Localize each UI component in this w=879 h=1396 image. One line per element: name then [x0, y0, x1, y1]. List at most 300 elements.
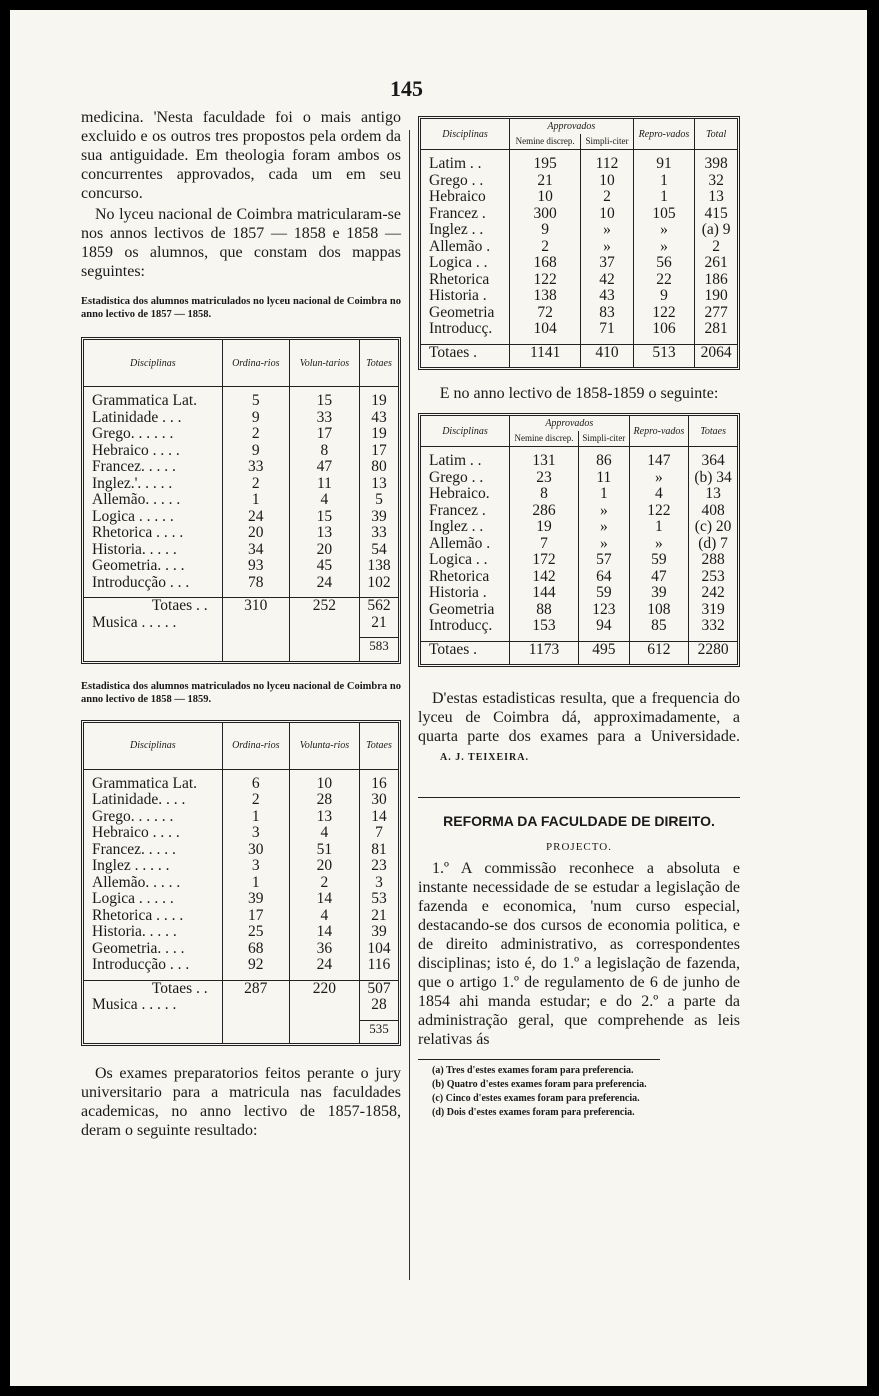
table-cell: [222, 615, 289, 632]
table-row: [84, 875, 398, 892]
subject-cell: Grammatica Lat.: [84, 776, 222, 793]
table-cell: 32: [708, 171, 724, 189]
table-cell: 20: [222, 525, 289, 542]
table-cell: 123: [579, 602, 630, 619]
page: [10, 10, 867, 1386]
subject-cell: Inglez . .: [421, 519, 509, 536]
table-cell: 16: [371, 774, 387, 792]
table-cell: 144: [509, 585, 578, 602]
footnote-d: (d) Dois d'estes exames foram para preferencia.: [432, 1107, 635, 1118]
spacer-cell: [84, 638, 222, 655]
subject-cell: Rhetorica . . . .: [84, 908, 222, 925]
subject-cell: Hebraico.: [421, 486, 509, 503]
table-cell: 168: [509, 255, 580, 272]
table-cell: 242: [701, 584, 725, 601]
table-cell: 4: [289, 908, 359, 925]
page-number: 145: [390, 76, 423, 101]
col-header: Nemine discrep.: [509, 431, 578, 447]
table-row: [84, 558, 398, 575]
table-cell: 131: [509, 453, 578, 470]
table-cell: 1141: [509, 344, 580, 361]
table-cell: 105: [633, 206, 695, 223]
table-cell: 54: [371, 540, 387, 558]
table-cell: 2064: [695, 344, 737, 361]
table-cell: 24: [222, 509, 289, 526]
table-row: [84, 598, 398, 615]
table-cell: 1: [579, 486, 630, 503]
table-cell: 195: [509, 156, 580, 173]
table-row: [421, 486, 737, 503]
table-cell: 300: [509, 206, 580, 223]
table-cell: 53: [371, 890, 387, 907]
table-row: [84, 825, 398, 842]
table-cell: 20: [289, 858, 359, 875]
table-cell: 36: [289, 941, 359, 958]
col-header: Nemine discrep.: [509, 134, 580, 150]
paragraph-lyceu: No lyceu nacional de Coimbra matricularam-se nos annos lectivos de 1857 — 1858 e 1858 — 1859 os alumnos, que constam dos mappas seguintes:: [81, 206, 401, 280]
frequencia-text: D'estas estadisticas resulta, que a frequencia do lyceu de Coimbra dá, approximadamente, a quarta parte dos exames para a Universidade.: [418, 690, 740, 745]
table-row: [421, 156, 737, 173]
table-cell: 72: [509, 305, 580, 322]
table-cell: 2: [509, 239, 580, 256]
table-cell: 34: [222, 542, 289, 559]
table-cell: 287: [222, 980, 289, 997]
table-cell: 116: [367, 956, 391, 973]
table-cell: »: [629, 536, 689, 553]
table-cell: 2: [712, 237, 720, 255]
table-row: [84, 809, 398, 826]
paragraph-frequencia: [418, 689, 740, 767]
caption-1857: Estadistica dos alumnos matriculados no lyceu nacional de Coimbra no anno lectivo de 1857 — 1858.: [81, 296, 401, 320]
col-header: Totaes: [689, 416, 737, 447]
table-cell: 13: [705, 485, 721, 502]
table-cell: 9: [222, 410, 289, 427]
table-cell: 513: [633, 344, 695, 361]
subject-cell: Historia. . . . .: [84, 924, 222, 941]
table-cell: 104: [367, 939, 391, 957]
table-cell: 138: [367, 557, 391, 574]
table-cell: (d) 7: [698, 534, 728, 552]
table-cell: »: [579, 536, 630, 553]
table-body: [421, 150, 737, 368]
grand-total: 535: [359, 1020, 398, 1037]
table-cell: 21: [509, 173, 580, 190]
table-cell: 2: [581, 189, 633, 206]
table-cell: 85: [629, 618, 689, 635]
table-cell: 102: [367, 573, 391, 591]
subject-cell: Inglez.'. . . . .: [84, 476, 222, 493]
table-cell: 88: [509, 602, 578, 619]
table-row: [421, 503, 737, 520]
spacer-cell: [84, 1020, 222, 1037]
table-cell: 37: [581, 255, 633, 272]
table-cell: 507: [359, 980, 398, 997]
table-row: [84, 525, 398, 542]
table-cell: 319: [701, 600, 725, 618]
table-cell: 122: [633, 305, 695, 322]
table-row: [84, 542, 398, 559]
subject-cell: Logica . .: [421, 552, 509, 569]
table-cell: 21: [371, 613, 387, 631]
table-cell: 59: [579, 585, 630, 602]
table-cell: 43: [371, 408, 387, 426]
table-row: [84, 492, 398, 509]
col-header: Volunta-rios: [289, 723, 359, 770]
table-cell: 8: [289, 443, 359, 460]
table-row: [84, 891, 398, 908]
table-row: [421, 239, 737, 256]
table-cell: 14: [289, 891, 359, 908]
table-cell: 56: [633, 255, 695, 272]
col-header: Simpli-citer: [581, 134, 633, 150]
table-cell: 57: [579, 552, 630, 569]
table-cell: »: [629, 470, 689, 487]
table-cell: 25: [222, 924, 289, 941]
table-cell: 1: [222, 875, 289, 892]
subject-cell: Grammatica Lat.: [84, 393, 222, 410]
subject-cell: Historia .: [421, 585, 509, 602]
table-cell: 2: [222, 792, 289, 809]
table-cell: 332: [701, 617, 725, 634]
subject-cell: Introducç.: [421, 321, 509, 338]
table-cell: 15: [289, 393, 359, 410]
table-cell: 261: [704, 254, 728, 271]
table-cell: 142: [509, 569, 578, 586]
subject-cell: Francez .: [421, 206, 509, 223]
col-header: Disciplinas: [421, 416, 509, 447]
subject-cell: Inglez . .: [421, 222, 509, 239]
table-cell: 122: [629, 503, 689, 520]
table-cell: 1: [629, 519, 689, 536]
col-header: Repro-vados: [629, 416, 689, 447]
table-cell: 10: [509, 189, 580, 206]
subject-cell: Francez .: [421, 503, 509, 520]
table-cell: 9: [509, 222, 580, 239]
table-cell: 91: [633, 156, 695, 173]
table-row: [421, 641, 737, 658]
totals-label: Totaes .: [421, 344, 509, 361]
table-row: [84, 858, 398, 875]
table-cell: 15: [289, 509, 359, 526]
table-cell: »: [579, 519, 630, 536]
subject-cell: Introducção . . .: [84, 957, 222, 974]
footnote-b: (b) Quatro d'estes exames foram para preferencia.: [432, 1079, 647, 1090]
subject-cell: Inglez . . . . .: [84, 858, 222, 875]
subject-cell: Introducção . . .: [84, 575, 222, 592]
left-column: [81, 108, 401, 1140]
caption-1858: Estadistica dos alumnos matriculados no lyceu nacional de Coimbra no anno lectivo de 1858 — 1859.: [81, 680, 401, 705]
table-row: [84, 997, 398, 1014]
subject-cell: Latim . .: [421, 453, 509, 470]
table-row: [84, 426, 398, 443]
table-row: [84, 776, 398, 793]
table-cell: 172: [509, 552, 578, 569]
col-header: Simpli-citer: [579, 431, 630, 447]
right-column: [418, 108, 740, 1120]
table-cell: 13: [708, 188, 724, 205]
table-cell: 11: [289, 476, 359, 493]
footnote-c: (c) Cinco d'estes exames foram para preferencia.: [432, 1093, 640, 1104]
table-cell: 39: [222, 891, 289, 908]
table-row: [84, 957, 398, 974]
subject-cell: Historia. . . . .: [84, 542, 222, 559]
table-row: [421, 305, 737, 322]
table-cell: 3: [375, 873, 383, 891]
table-row: [421, 569, 737, 586]
table-row: [421, 344, 737, 361]
subject-cell: Latinidade . . .: [84, 410, 222, 427]
table-cell: 410: [581, 344, 633, 361]
subject-cell: Logica . . . . .: [84, 891, 222, 908]
table-cell: 2: [222, 476, 289, 493]
subject-cell: Grego. . . . . .: [84, 426, 222, 443]
table-cell: »: [579, 503, 630, 520]
table-cell: [222, 1020, 289, 1037]
table-cell: (c) 20: [694, 518, 732, 535]
table-cell: 19: [371, 425, 387, 442]
table-row: [421, 453, 737, 470]
table-cell: 33: [222, 459, 289, 476]
col-header: Ordina-rios: [222, 340, 289, 387]
table-cell: 4: [289, 492, 359, 509]
table-cell: 286: [509, 503, 578, 520]
table-cell: 310: [222, 598, 289, 615]
col-header: Totaes: [359, 340, 398, 387]
paragraph-exames: Os exames preparatorios feitos perante o jury universitario para a matricula nas faculdades academicas, no anno lectivo de 1857-1858, deram o seguinte resultado:: [81, 1065, 401, 1139]
table-cell: 4: [629, 486, 689, 503]
table-cell: 78: [222, 575, 289, 592]
table-exames-1858: [418, 413, 740, 667]
table-cell: 104: [509, 321, 580, 338]
table-cell: 13: [289, 525, 359, 542]
table-cell: 1: [633, 173, 695, 190]
table-row: [84, 615, 398, 632]
table-row: [421, 618, 737, 635]
table-cell: 108: [629, 602, 689, 619]
col-header: Approvados: [509, 416, 629, 431]
table-cell: 51: [289, 842, 359, 859]
table-cell: 106: [633, 321, 695, 338]
table-cell: 64: [579, 569, 630, 586]
musica-label: Musica . . . . .: [84, 997, 222, 1014]
table-row: [421, 602, 737, 619]
table-cell: 612: [629, 641, 689, 658]
table-cell: 92: [222, 957, 289, 974]
table-cell: 11: [579, 470, 630, 487]
signature: A. J. TEIXEIRA.: [440, 752, 529, 763]
subject-cell: Hebraico . . . .: [84, 443, 222, 460]
table-row: [84, 476, 398, 493]
table-cell: [289, 997, 359, 1014]
table-cell: 86: [579, 453, 630, 470]
table-cell: 4: [289, 825, 359, 842]
subject-cell: Allemão. . . . .: [84, 875, 222, 892]
heading-1858: E no anno lectivo de 1858-1859 o seguinte:: [439, 385, 719, 402]
footnote-rule: [418, 1059, 660, 1060]
table-row: [84, 459, 398, 476]
table-cell: 1: [633, 189, 695, 206]
table-cell: 14: [289, 924, 359, 941]
table-cell: 17: [371, 441, 387, 459]
table-cell: 364: [701, 452, 725, 469]
table-cell: 1173: [509, 641, 578, 658]
section-title: REFORMA DA FACULDADE DE DIREITO.: [443, 813, 715, 829]
table-cell: 22: [633, 272, 695, 289]
subject-cell: Logica . . . . .: [84, 509, 222, 526]
table-cell: 59: [629, 552, 689, 569]
table-cell: 3: [222, 858, 289, 875]
table-cell: 281: [704, 320, 728, 337]
table-cell: 13: [289, 809, 359, 826]
table-1858: [81, 720, 401, 1047]
table-cell: 186: [704, 270, 728, 288]
table-cell: 2: [222, 426, 289, 443]
table-cell: 21: [371, 906, 387, 924]
subject-cell: Allemão. . . . .: [84, 492, 222, 509]
table-cell: 147: [629, 453, 689, 470]
table-cell: 153: [509, 618, 578, 635]
table-cell: 81: [371, 840, 387, 858]
table-row: [421, 536, 737, 553]
table-cell: 17: [289, 426, 359, 443]
table-cell: 33: [371, 524, 387, 541]
table-cell: 45: [289, 558, 359, 575]
table-cell: 93: [222, 558, 289, 575]
table-cell: 24: [289, 575, 359, 592]
table-cell: 17: [222, 908, 289, 925]
table-cell: 14: [371, 807, 387, 825]
table-cell: 19: [371, 392, 387, 409]
subject-cell: Historia .: [421, 288, 509, 305]
table-cell: 20: [289, 542, 359, 559]
table-row: [84, 410, 398, 427]
subject-cell: Geometria: [421, 305, 509, 322]
table-cell: 9: [633, 288, 695, 305]
subject-cell: Rhetorica . . . .: [84, 525, 222, 542]
table-row: [421, 272, 737, 289]
table-cell: 5: [222, 393, 289, 410]
subject-cell: Latinidade. . . .: [84, 792, 222, 809]
table-row: [84, 575, 398, 592]
table-cell: 71: [581, 321, 633, 338]
col-header: Volun-tarios: [289, 340, 359, 387]
table-cell: 28: [289, 792, 359, 809]
table-cell: 80: [371, 458, 387, 475]
table-row: [421, 470, 737, 487]
table-1857: [81, 337, 401, 664]
table-row: [421, 173, 737, 190]
table-row: [421, 552, 737, 569]
table-cell: 10: [581, 173, 633, 190]
table-body: [84, 387, 398, 661]
subject-cell: Rhetorica: [421, 272, 509, 289]
table-cell: 138: [509, 288, 580, 305]
subject-cell: Hebraico: [421, 189, 509, 206]
col-header: Approvados: [509, 119, 633, 134]
table-cell: 23: [371, 857, 387, 874]
table-row: [84, 792, 398, 809]
col-header: Totaes: [359, 723, 398, 770]
table-cell: 10: [581, 206, 633, 223]
footnotes: [418, 1064, 740, 1120]
subject-cell: Allemão .: [421, 239, 509, 256]
subject-cell: Grego . .: [421, 470, 509, 487]
table-cell: 277: [704, 303, 728, 321]
subject-cell: Hebraico . . . .: [84, 825, 222, 842]
table-cell: [289, 1020, 359, 1037]
table-cell: [289, 638, 359, 655]
table-cell: 288: [701, 551, 725, 568]
table-cell: 13: [371, 474, 387, 492]
table-row: [421, 255, 737, 272]
totals-label: Totaes . .: [84, 598, 222, 615]
table-row: [84, 941, 398, 958]
table-cell: [222, 997, 289, 1014]
section-rule: [418, 797, 740, 798]
table-row: [421, 189, 737, 206]
table-body: [84, 769, 398, 1043]
table-cell: 39: [371, 923, 387, 940]
table-row: [84, 509, 398, 526]
subject-cell: Grego. . . . . .: [84, 809, 222, 826]
table-cell: 408: [701, 501, 725, 519]
col-header: Ordina-rios: [222, 723, 289, 770]
table-cell: 24: [289, 957, 359, 974]
table-cell: [222, 638, 289, 655]
column-divider: [409, 130, 410, 1280]
table-cell: (a) 9: [701, 221, 731, 238]
spacer-row: [84, 1037, 398, 1043]
table-cell: »: [581, 239, 633, 256]
table-cell: 8: [509, 486, 578, 503]
table-cell: (b) 34: [694, 468, 732, 486]
col-header: Disciplinas: [84, 723, 222, 770]
subject-cell: Latim . .: [421, 156, 509, 173]
table-cell: 7: [509, 536, 578, 553]
table-body: [421, 447, 737, 665]
table-row: [84, 638, 398, 655]
grand-total: 583: [359, 638, 398, 655]
table-cell: 253: [701, 567, 725, 585]
table-cell: [289, 615, 359, 632]
table-cell: 252: [289, 598, 359, 615]
table-cell: 220: [289, 980, 359, 997]
table-cell: 10: [289, 776, 359, 793]
subject-cell: Geometria. . . .: [84, 941, 222, 958]
table-cell: »: [633, 222, 695, 239]
paragraph-medicina: medicina. 'Nesta faculdade foi o mais antigo excluido e os outros tres propostos pela ordem da sua antiguidade. Em theologia foram ambos os concurrentes approvados, cada um em seu concurso.: [81, 109, 401, 202]
subject-cell: Introducç.: [421, 618, 509, 635]
table-row: [84, 924, 398, 941]
table-cell: 39: [629, 585, 689, 602]
table-cell: 122: [509, 272, 580, 289]
table-cell: 30: [371, 791, 387, 808]
table-row: [84, 393, 398, 410]
subject-cell: Geometria: [421, 602, 509, 619]
table-exames-1857: [418, 116, 740, 370]
table-row: [421, 206, 737, 223]
col-header: Disciplinas: [421, 119, 509, 150]
table-row: [421, 585, 737, 602]
table-cell: 39: [371, 507, 387, 525]
table-row: [421, 321, 737, 338]
table-cell: 190: [704, 287, 728, 304]
musica-label: Musica . . . . .: [84, 615, 222, 632]
table-cell: 9: [222, 443, 289, 460]
table-cell: 68: [222, 941, 289, 958]
col-header: Disciplinas: [84, 340, 222, 387]
table-cell: 33: [289, 410, 359, 427]
